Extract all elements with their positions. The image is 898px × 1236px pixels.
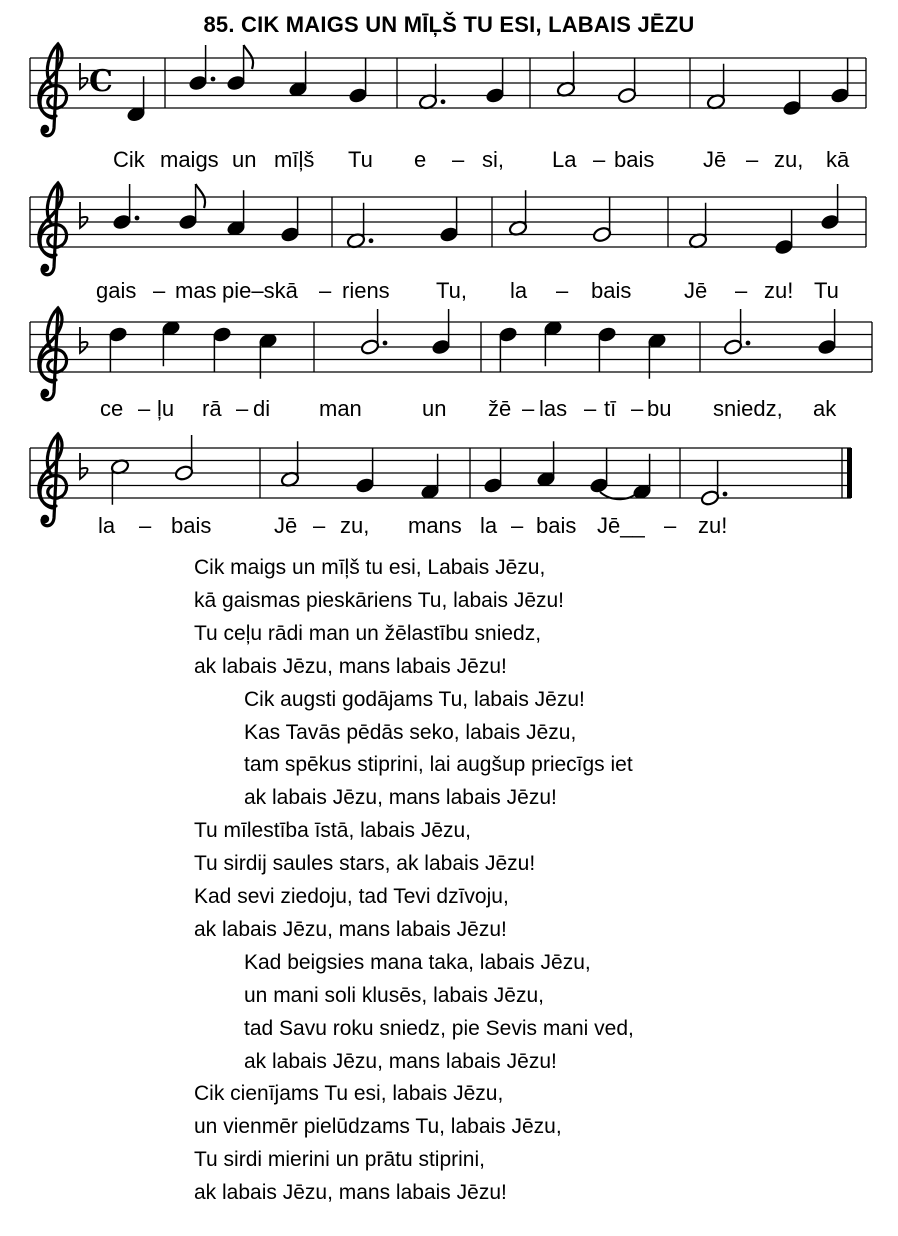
lyric-syllable: zu! bbox=[698, 513, 728, 538]
lyric-syllable: – bbox=[319, 278, 332, 303]
lyric-syllable: bais bbox=[536, 513, 577, 538]
lyric-syllable: – bbox=[452, 147, 465, 172]
verse-line: Cik cienījams Tu esi, labais Jēzu, bbox=[194, 1082, 504, 1106]
lyric-syllable: Jē bbox=[684, 278, 708, 303]
lyric-syllable: sniedz, bbox=[713, 396, 783, 421]
lyric-syllable: la bbox=[510, 278, 528, 303]
lyric-syllable: riens bbox=[342, 278, 390, 303]
verse-line: Tu mīlestība īstā, labais Jēzu, bbox=[194, 819, 472, 843]
lyric-syllable: la bbox=[480, 513, 498, 538]
verse-line: ak labais Jēzu, mans labais Jēzu! bbox=[194, 654, 507, 678]
lyric-syllable: bu bbox=[647, 396, 672, 421]
verse-line: un mani soli klusēs, labais Jēzu, bbox=[244, 983, 544, 1007]
lyric-syllable: man bbox=[319, 396, 362, 421]
lyric-syllable: la bbox=[98, 513, 116, 538]
lyric-syllable: – bbox=[631, 396, 644, 421]
lyric-syllable: mas bbox=[175, 278, 217, 303]
lyric-syllable: – bbox=[511, 513, 524, 538]
verse-line: Tu ceļu rādi man un žēlastību sniedz, bbox=[194, 621, 542, 645]
verse-line: tam spēkus stiprini, lai augšup priecīgs iet bbox=[244, 753, 633, 777]
lyric-syllable: gais bbox=[96, 278, 137, 303]
lyric-syllable: zu, bbox=[774, 147, 804, 172]
lyric-syllable: di bbox=[253, 396, 271, 421]
verse-line: ak labais Jēzu, mans labais Jēzu! bbox=[244, 786, 557, 810]
lyric-syllable: mīļš bbox=[274, 147, 315, 172]
verse-line: un vienmēr pielūdzams Tu, labais Jēzu, bbox=[194, 1115, 562, 1139]
lyric-syllable: ļu bbox=[157, 396, 175, 421]
lyric-syllable: bais bbox=[591, 278, 632, 303]
lyric-syllable: – bbox=[746, 147, 759, 172]
lyric-syllable: un bbox=[422, 396, 447, 421]
lyric-syllable: – bbox=[138, 396, 151, 421]
lyric-syllable: mans bbox=[408, 513, 462, 538]
lyric-syllable: ce bbox=[100, 396, 124, 421]
verse-line: Tu sirdij saules stars, ak labais Jēzu! bbox=[194, 852, 536, 876]
lyric-syllable: Tu bbox=[814, 278, 839, 303]
verse-line: Kad beigsies mana taka, labais Jēzu, bbox=[244, 950, 591, 974]
lyric-syllable: – bbox=[593, 147, 606, 172]
lyric-syllable: – bbox=[139, 513, 152, 538]
lyric-syllable: Jē bbox=[274, 513, 298, 538]
lyric-syllable: si, bbox=[482, 147, 504, 172]
verse-line: kā gaismas pieskāriens Tu, labais Jēzu! bbox=[194, 588, 565, 612]
lyric-syllable: tī bbox=[604, 396, 617, 421]
verse-line: Kas Tavās pēdās seko, labais Jēzu, bbox=[244, 720, 577, 744]
lyric-syllable: – bbox=[664, 513, 677, 538]
lyric-syllable: maigs bbox=[160, 147, 219, 172]
lyric-syllable: bais bbox=[171, 513, 212, 538]
time-signature: C bbox=[89, 64, 113, 99]
lyric-syllable: – bbox=[735, 278, 748, 303]
lyric-syllable: – bbox=[522, 396, 535, 421]
lyric-syllable: Tu bbox=[348, 147, 373, 172]
lyric-syllable: Tu, bbox=[436, 278, 467, 303]
lyric-syllable: La bbox=[552, 147, 577, 172]
lyric-syllable: – bbox=[584, 396, 597, 421]
verse-line: Kad sevi ziedoju, tad Tevi dzīvoju, bbox=[194, 885, 509, 908]
lyric-syllable: Jē bbox=[703, 147, 727, 172]
lyric-syllable: – bbox=[313, 513, 326, 538]
lyric-syllable: – bbox=[236, 396, 249, 421]
verse-line: Tu sirdi mierini un prātu stiprini, bbox=[194, 1148, 485, 1172]
lyric-syllable: ak bbox=[813, 396, 837, 421]
lyric-syllable: las bbox=[539, 396, 568, 421]
lyric-syllable: – bbox=[153, 278, 166, 303]
verse-line: Cik augsti godājams Tu, labais Jēzu! bbox=[244, 687, 585, 711]
lyric-syllable: Cik bbox=[113, 147, 145, 172]
lyric-syllable: – bbox=[556, 278, 569, 303]
verse-line: Cik maigs un mīļš tu esi, Labais Jēzu, bbox=[194, 556, 546, 579]
lyric-syllable: žē bbox=[488, 396, 512, 421]
verse-line: tad Savu roku sniedz, pie Sevis mani ved, bbox=[244, 1016, 634, 1040]
lyric-syllable: pie–skā bbox=[222, 278, 298, 303]
verse-line: ak labais Jēzu, mans labais Jēzu! bbox=[194, 1181, 507, 1205]
lyric-syllable: kā bbox=[826, 147, 850, 172]
lyric-syllable: rā bbox=[202, 396, 222, 421]
lyric-syllable: un bbox=[232, 147, 257, 172]
lyric-syllable: zu, bbox=[340, 513, 370, 538]
lyric-syllable: e bbox=[414, 147, 427, 172]
lyric-syllable: Jē__ bbox=[597, 513, 645, 538]
verse-line: ak labais Jēzu, mans labais Jēzu! bbox=[244, 1049, 557, 1073]
lyric-syllable: zu! bbox=[764, 278, 794, 303]
hymn-title: 85. CIK MAIGS UN MĪĻŠ TU ESI, LABAIS JĒZU bbox=[203, 12, 695, 37]
verse-line: ak labais Jēzu, mans labais Jēzu! bbox=[194, 917, 507, 941]
lyric-syllable: bais bbox=[614, 147, 655, 172]
